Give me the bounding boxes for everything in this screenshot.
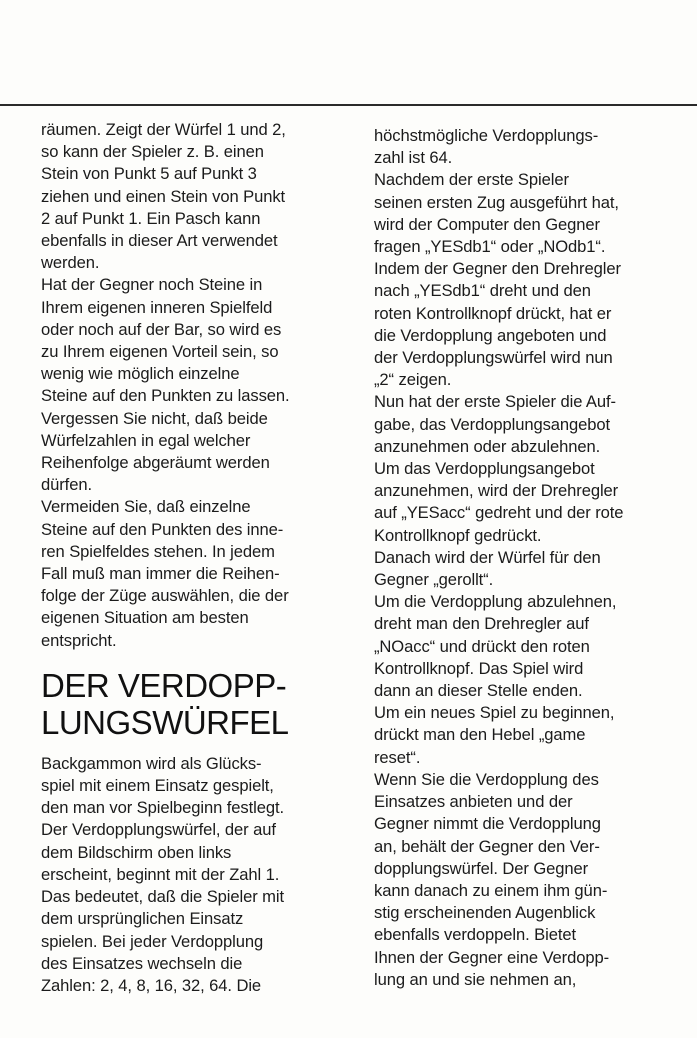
- text-line: höchstmögliche Verdopplungs-: [374, 126, 599, 145]
- left-paragraph-2: [41, 753, 341, 997]
- text-line: seinen ersten Zug ausgeführt hat,: [374, 192, 619, 212]
- text-line: spielen. Bei jeder Verdopplung: [41, 931, 264, 951]
- text-line: Einsatzes anbieten und der: [374, 792, 573, 812]
- text-line: oder noch auf der Bar, so wird es: [41, 319, 282, 339]
- text-line: Ihnen der Gegner eine Verdopp-: [374, 947, 610, 967]
- text-line: LUNGSWÜRFEL: [41, 703, 289, 741]
- text-line: folge der Züge auswählen, die der: [41, 586, 289, 606]
- left-column: [41, 119, 341, 997]
- text-line: ebenfalls verdoppeln. Bietet: [374, 925, 576, 945]
- text-line: wird der Computer den Gegner: [374, 214, 600, 234]
- text-line: die Verdopplung angeboten und: [374, 325, 607, 345]
- text-line: entspricht.: [41, 630, 117, 650]
- text-line: so kann der Spieler z. B. einen: [41, 142, 264, 162]
- text-line: Wenn Sie die Verdopplung des: [374, 769, 599, 789]
- text-line: Ihrem eigenen inneren Spielfeld: [41, 297, 273, 317]
- text-line: Gegner nimmt die Verdopplung: [374, 814, 601, 834]
- text-line: Fall muß man immer die Reihen-: [41, 564, 280, 584]
- top-rule: [0, 104, 697, 106]
- text-line: „NOacc“ und drückt den roten: [374, 636, 590, 656]
- text-line: Der Verdopplungswürfel, der auf: [41, 820, 276, 840]
- text-line: Backgammon wird als Glücks-: [41, 753, 262, 773]
- text-line: dürfen.: [41, 475, 92, 495]
- text-line: zu Ihrem eigenen Vorteil sein, so: [41, 342, 279, 362]
- text-line: Kontrollknopf gedrückt.: [374, 525, 542, 545]
- text-line: fragen „YESdb1“ oder „NOdb1“.: [374, 237, 606, 257]
- text-line: dem ursprünglichen Einsatz: [41, 909, 244, 929]
- right-paragraph: [374, 125, 692, 991]
- text-line: der Verdopplungswürfel wird nun: [374, 348, 613, 368]
- text-line: Hat der Gegner noch Steine in: [41, 275, 263, 295]
- text-line: Um das Verdopplungsangebot: [374, 459, 595, 479]
- text-line: dem Bildschirm oben links: [41, 842, 232, 862]
- text-line: Stein von Punkt 5 auf Punkt 3: [41, 164, 257, 184]
- text-line: nach „YESdb1“ dreht und den: [374, 281, 591, 301]
- text-line: Das bedeutet, daß die Spieler mit: [41, 887, 284, 907]
- text-line: räumen. Zeigt der Würfel 1 und 2,: [41, 120, 286, 139]
- text-line: anzunehmen, wird der Drehregler: [374, 481, 619, 501]
- text-line: Nachdem der erste Spieler: [374, 170, 569, 190]
- text-line: dann an dieser Stelle enden.: [374, 681, 583, 701]
- text-line: anzunehmen oder abzulehnen.: [374, 436, 601, 456]
- text-line: Um ein neues Spiel zu beginnen,: [374, 703, 615, 723]
- text-line: 2 auf Punkt 1. Ein Pasch kann: [41, 208, 261, 228]
- right-column: [374, 125, 692, 991]
- text-line: „2“ zeigen.: [374, 370, 452, 390]
- text-line: Reihenfolge abgeräumt werden: [41, 453, 270, 473]
- text-line: Gegner „gerollt“.: [374, 570, 494, 590]
- text-line: ren Spielfeldes stehen. In jedem: [41, 541, 275, 561]
- text-line: eigenen Situation am besten: [41, 608, 249, 628]
- text-line: reset“.: [374, 747, 421, 767]
- text-line: gabe, das Verdopplungsangebot: [374, 414, 611, 434]
- text-line: zahl ist 64.: [374, 148, 453, 168]
- text-line: kann danach zu einem ihm gün-: [374, 880, 608, 900]
- text-line: dopplungswürfel. Der Gegner: [374, 858, 589, 878]
- text-line: den man vor Spielbeginn festlegt.: [41, 798, 284, 818]
- text-line: lung an und sie nehmen an,: [374, 969, 577, 989]
- text-line: wenig wie möglich einzelne: [41, 364, 240, 384]
- text-line: Würfelzahlen in egal welcher: [41, 430, 251, 450]
- text-line: roten Kontrollknopf drückt, hat er: [374, 303, 612, 323]
- section-heading: [41, 667, 341, 741]
- text-line: auf „YESacc“ gedreht und der rote: [374, 503, 624, 523]
- text-line: Vergessen Sie nicht, daß beide: [41, 408, 268, 428]
- text-line: dreht man den Drehregler auf: [374, 614, 589, 634]
- text-line: werden.: [41, 253, 100, 273]
- text-line: spiel mit einem Einsatz gespielt,: [41, 776, 274, 796]
- text-line: Nun hat der erste Spieler die Auf-: [374, 392, 616, 412]
- text-line: Steine auf den Punkten zu lassen.: [41, 386, 290, 406]
- text-line: Um die Verdopplung abzulehnen,: [374, 592, 617, 612]
- text-line: Vermeiden Sie, daß einzelne: [41, 497, 251, 517]
- text-line: ebenfalls in dieser Art verwendet: [41, 231, 278, 251]
- text-line: des Einsatzes wechseln die: [41, 953, 243, 973]
- text-line: ziehen und einen Stein von Punkt: [41, 186, 286, 206]
- text-line: an, behält der Gegner den Ver-: [374, 836, 600, 856]
- text-line: erscheint, beginnt mit der Zahl 1.: [41, 864, 280, 884]
- text-line: Danach wird der Würfel für den: [374, 547, 601, 567]
- text-line: DER VERDOPP-: [41, 666, 287, 704]
- text-line: Kontrollknopf. Das Spiel wird: [374, 658, 584, 678]
- left-paragraph-1: [41, 119, 341, 652]
- text-line: drückt man den Hebel „game: [374, 725, 586, 745]
- text-line: Zahlen: 2, 4, 8, 16, 32, 64. Die: [41, 975, 262, 995]
- text-line: stig erscheinenden Augenblick: [374, 903, 596, 923]
- text-line: Steine auf den Punkten des inne-: [41, 519, 284, 539]
- text-line: Indem der Gegner den Drehregler: [374, 259, 621, 279]
